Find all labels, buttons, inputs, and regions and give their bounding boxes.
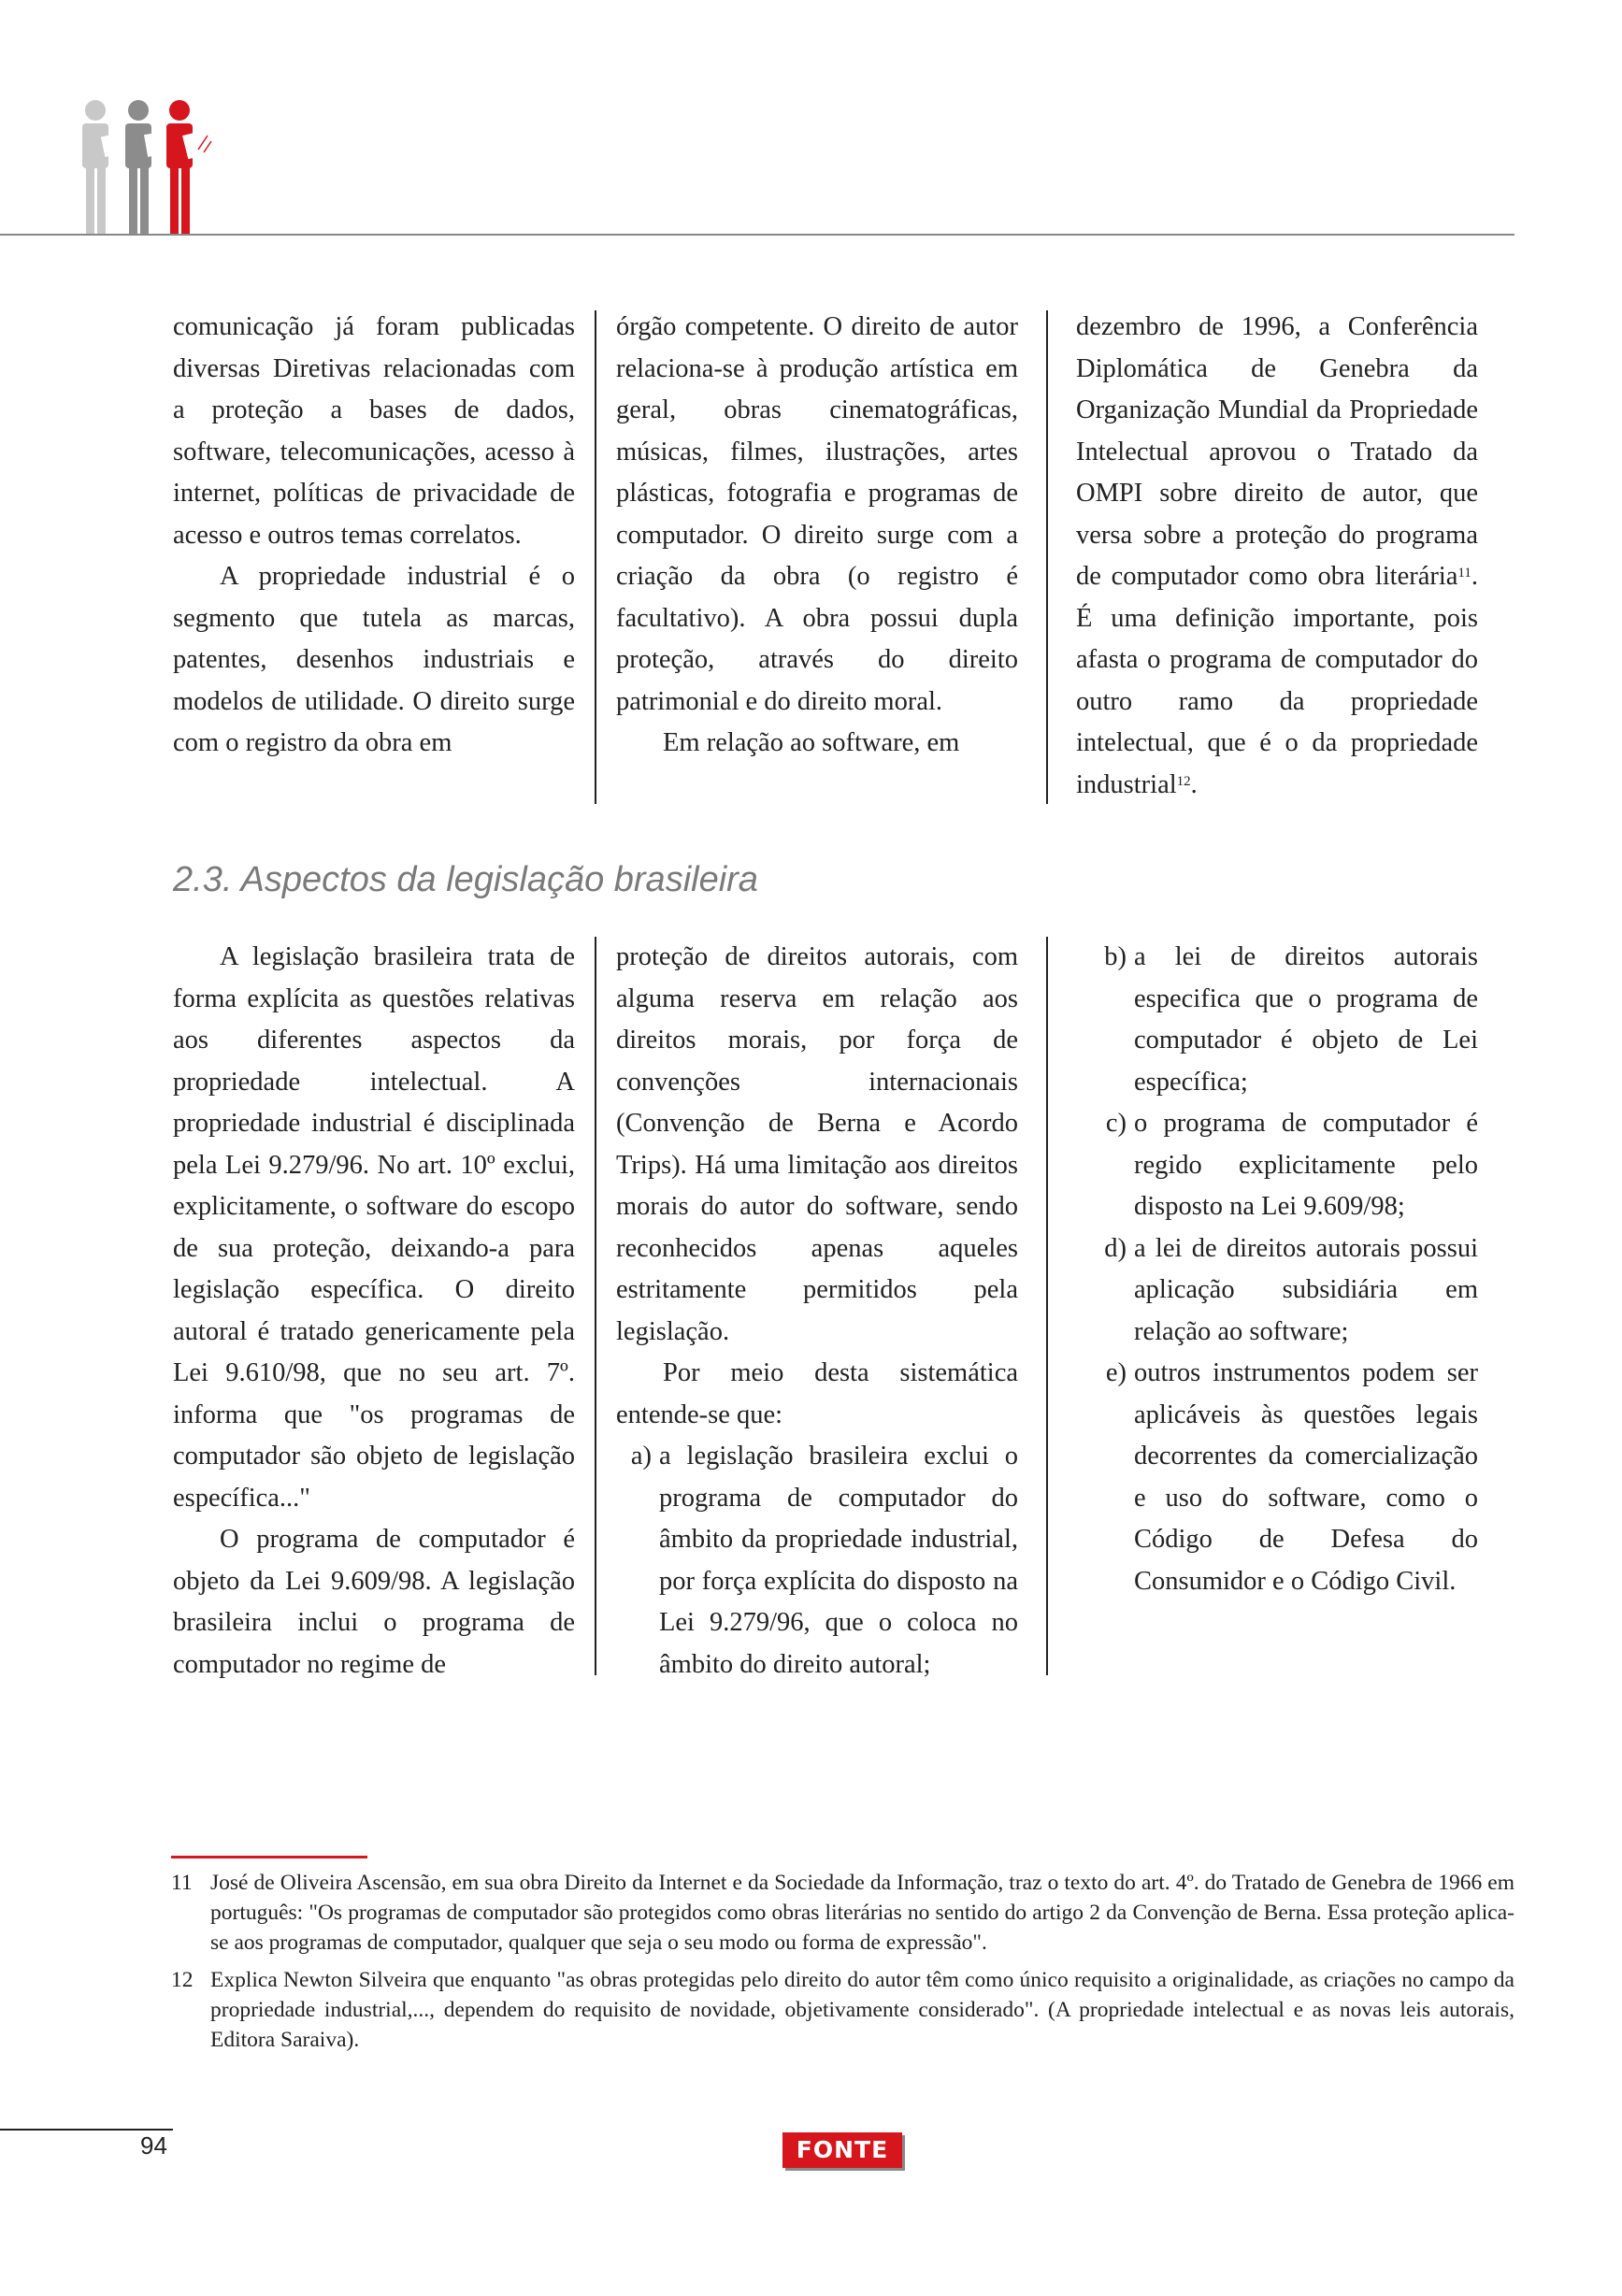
three-people-logo-icon — [75, 98, 224, 238]
footnote-text: Explica Newton Silveira que enquanto "as obras protegidas pelo direito do autor têm como único requisito a originalidade, as criações no campo da propriedade industrial,..., dependem do requisito de novidade, objetivamente considerado". (A propriedade intelectual e as novas leis autorais, Editora Saraiva). — [210, 1968, 1514, 2052]
list — [616, 1436, 1018, 1686]
text-run: dezembro de 1996, a Conferência Diplomática de Genebra da Organização Mundial da Propriedade Intelectual aprovou o Tratado da OMPI sobre direito de autor, que versa sobre a proteção do programa de computador como obra literária — [1076, 312, 1478, 591]
list-item — [1076, 937, 1478, 1103]
column-1 — [173, 307, 575, 811]
footer-rule — [0, 2129, 173, 2131]
list-item — [1076, 1228, 1478, 1354]
header-rule — [0, 234, 1514, 236]
footnote — [171, 1868, 1514, 1958]
paragraph: A legislação brasileira trata de forma explícita as questões relativas aos diferentes aspectos da propriedade intelectual. A propriedade industrial é disciplinada pela Lei 9.279/96. No art. 10º exclui, explicitamente, o software do escopo de sua proteção, deixando-a para legislação específica. O direito autoral é tratado genericamente pela Lei 9.610/98, que no seu art. 7º. informa que "os programas de computador são objeto de legislação específica..." — [173, 942, 575, 1513]
paragraph: O programa de computador é objeto da Lei 9.609/98. A legislação brasileira inclui o programa de computador no regime de — [173, 1525, 575, 1679]
column-divider — [595, 937, 596, 1675]
list-marker: d) — [1104, 1233, 1127, 1263]
paragraph: comunicação já foram publicadas diversas Diretivas relacionadas com a proteção a bases de dados, software, telecomunicações, acesso à internet, políticas de privacidade de acesso e outros temas correlatos. — [173, 312, 575, 550]
column-divider — [1046, 310, 1048, 804]
paragraph: proteção de direitos autorais, com alguma reserva em relação aos direitos morais, por força de convenções internacionais (Convenção de Berna e Acordo Trips). Há uma limitação aos direitos morais do autor do software, sendo reconhecidos apenas aqueles estritamente permitidos pela legislação. — [616, 942, 1018, 1346]
list-item-text: a lei de direitos autorais possui aplicação subsidiária em relação ao software; — [1134, 1233, 1478, 1346]
text-section-top — [173, 307, 1512, 811]
list-item-text: o programa de computador é regido explicitamente pelo disposto na Lei 9.609/98; — [1134, 1109, 1478, 1221]
footnote — [171, 1965, 1514, 2055]
text-run: . — [1190, 769, 1198, 799]
list-marker: a) — [630, 1442, 652, 1471]
column-1 — [173, 937, 575, 1685]
page-number: 94 — [140, 2131, 167, 2160]
list-item — [1076, 1353, 1478, 1602]
section-heading: 2.3. Aspectos da legislação brasileira — [173, 860, 758, 899]
text-section-bottom — [173, 937, 1512, 1685]
paragraph: A propriedade industrial é o segmento que tutela as marcas, patentes, desenhos industriais e modelos de utilidade. O direito surge com o registro da obra em — [173, 562, 575, 757]
paragraph: Em relação ao software, em — [663, 728, 960, 757]
paragraph: órgão competente. O direito de autor relaciona-se à produção artística em geral, obras cinematográficas, músicas, filmes, ilustrações, artes plásticas, fotografia e programas de computador. O direito surge com a criação da obra (o registro é facultativo). A obra possui dupla proteção, através do direito patrimonial e do direito moral. — [616, 312, 1018, 716]
list-item-text: a legislação brasileira exclui o programa de computador do âmbito da propriedade industrial, por força explícita do disposto na Lei 9.279/96, que o coloca no âmbito do direito autoral; — [659, 1442, 1018, 1679]
paragraph: Por meio desta sistemática entende-se que: — [616, 1358, 1018, 1429]
paragraph — [1076, 307, 1478, 806]
list-marker: c) — [1105, 1109, 1127, 1138]
column-divider — [1046, 937, 1048, 1675]
footnote-ref: 11 — [1457, 566, 1471, 581]
column-divider — [595, 310, 596, 804]
column-2 — [616, 307, 1018, 811]
footnote-rule — [171, 1856, 367, 1858]
list-item — [1076, 1103, 1478, 1228]
column-3 — [1076, 937, 1478, 1685]
footnote-number: 11 — [171, 1871, 193, 1895]
footnotes — [171, 1868, 1514, 2062]
text-run: . É uma definição importante, pois afasta o programa de computador do outro ramo da propriedade intelectual, que é o da propriedade industrial — [1076, 562, 1478, 799]
fonte-badge: FONTE — [782, 2132, 902, 2168]
list-item — [616, 1436, 1018, 1686]
column-2 — [616, 937, 1018, 1685]
list-marker: e) — [1105, 1358, 1127, 1387]
footnote-text: José de Oliveira Ascensão, em sua obra Direito da Internet e da Sociedade da Informação, traz o texto do art. 4º. do Tratado de Genebra de 1966 em português: "Os programas de computador são protegidos como obras literárias no sentido do artigo 2 da Convenção de Berna. Essa proteção aplica-se aos programas de computador, qualquer que seja o seu modo ou forma de expressão". — [210, 1871, 1514, 1955]
list — [1076, 937, 1478, 1602]
column-3 — [1076, 307, 1478, 811]
footnote-ref: 12 — [1176, 773, 1191, 789]
footnote-number: 12 — [171, 1968, 194, 1992]
list-item-text: a lei de direitos autorais especifica que o programa de computador é objeto de Lei específica; — [1134, 942, 1478, 1097]
list-item-text: outros instrumentos podem ser aplicáveis às questões legais decorrentes da comercialização e uso do software, como o Código de Defesa do Consumidor e o Código Civil. — [1134, 1358, 1478, 1596]
list-marker: b) — [1104, 942, 1127, 971]
